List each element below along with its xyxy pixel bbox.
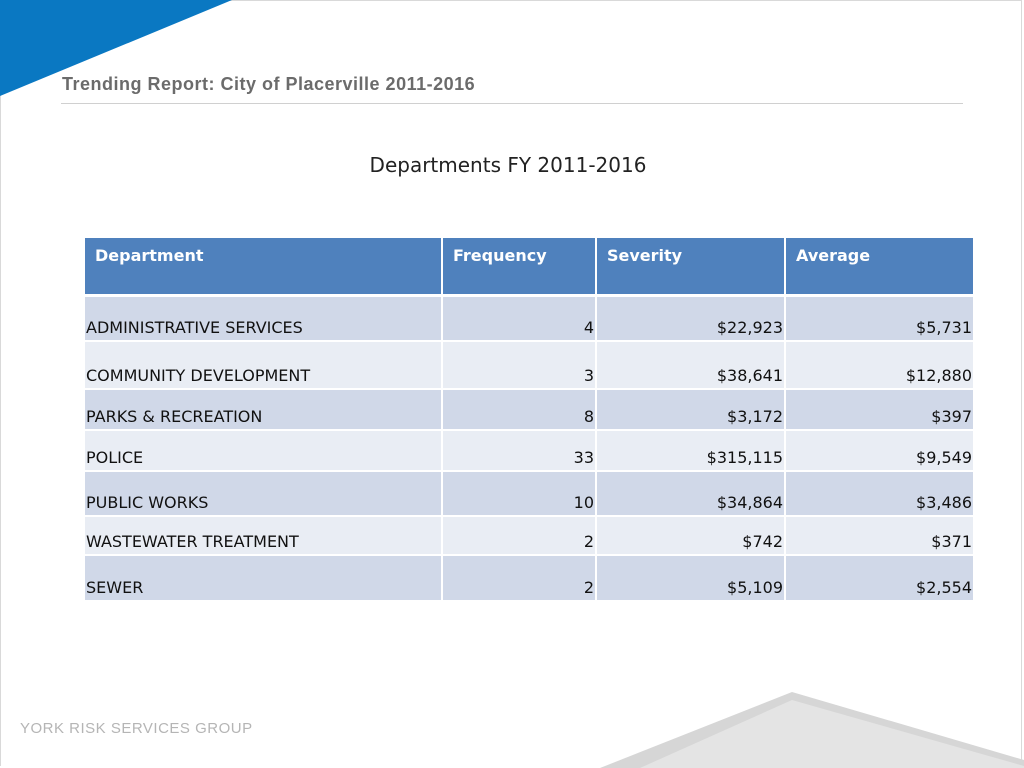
cell-frequency: 2 bbox=[443, 517, 597, 554]
cell-average: $2,554 bbox=[916, 578, 972, 597]
cell-department: ADMINISTRATIVE SERVICES bbox=[85, 297, 443, 340]
column-header-average: Average bbox=[786, 238, 973, 294]
cell-average: $9,549 bbox=[916, 448, 972, 467]
report-title: Trending Report: City of Placerville 2011-2016 bbox=[62, 74, 476, 94]
column-header-department: Department bbox=[85, 238, 443, 294]
cell-department: PUBLIC WORKS bbox=[85, 472, 443, 515]
cell-average: $371 bbox=[931, 532, 972, 551]
cell-frequency: 33 bbox=[443, 431, 597, 470]
cell-department: POLICE bbox=[85, 431, 443, 470]
cell-department: WASTEWATER TREATMENT bbox=[85, 517, 443, 554]
cell-severity: $5,109 bbox=[597, 556, 786, 600]
cell-severity: $38,641 bbox=[597, 342, 786, 388]
cell-severity: $3,172 bbox=[597, 390, 786, 429]
cell-department: PARKS & RECREATION bbox=[85, 390, 443, 429]
column-header-severity: Severity bbox=[597, 238, 786, 294]
column-header-frequency: Frequency bbox=[443, 238, 597, 294]
cell-average: $12,880 bbox=[905, 366, 972, 385]
cell-frequency: 8 bbox=[443, 390, 597, 429]
cell-frequency: 4 bbox=[443, 297, 597, 340]
cell-average: $3,486 bbox=[916, 493, 972, 512]
cell-frequency: 10 bbox=[443, 472, 597, 515]
cell-severity: $315,115 bbox=[597, 431, 786, 470]
cell-severity: $34,864 bbox=[597, 472, 786, 515]
cell-severity: $742 bbox=[597, 517, 786, 554]
cell-department: SEWER bbox=[85, 556, 443, 600]
cell-department: COMMUNITY DEVELOPMENT bbox=[85, 342, 443, 388]
cell-frequency: 3 bbox=[443, 342, 597, 388]
cell-frequency: 2 bbox=[443, 556, 597, 600]
cell-average: $397 bbox=[931, 407, 972, 426]
cell-severity: $22,923 bbox=[597, 297, 786, 340]
footer-brand-logo: YORK RISK SERVICES GROUP bbox=[20, 720, 253, 737]
cell-average: $5,731 bbox=[916, 318, 972, 337]
table-subtitle: Departments FY 2011-2016 bbox=[369, 153, 647, 177]
